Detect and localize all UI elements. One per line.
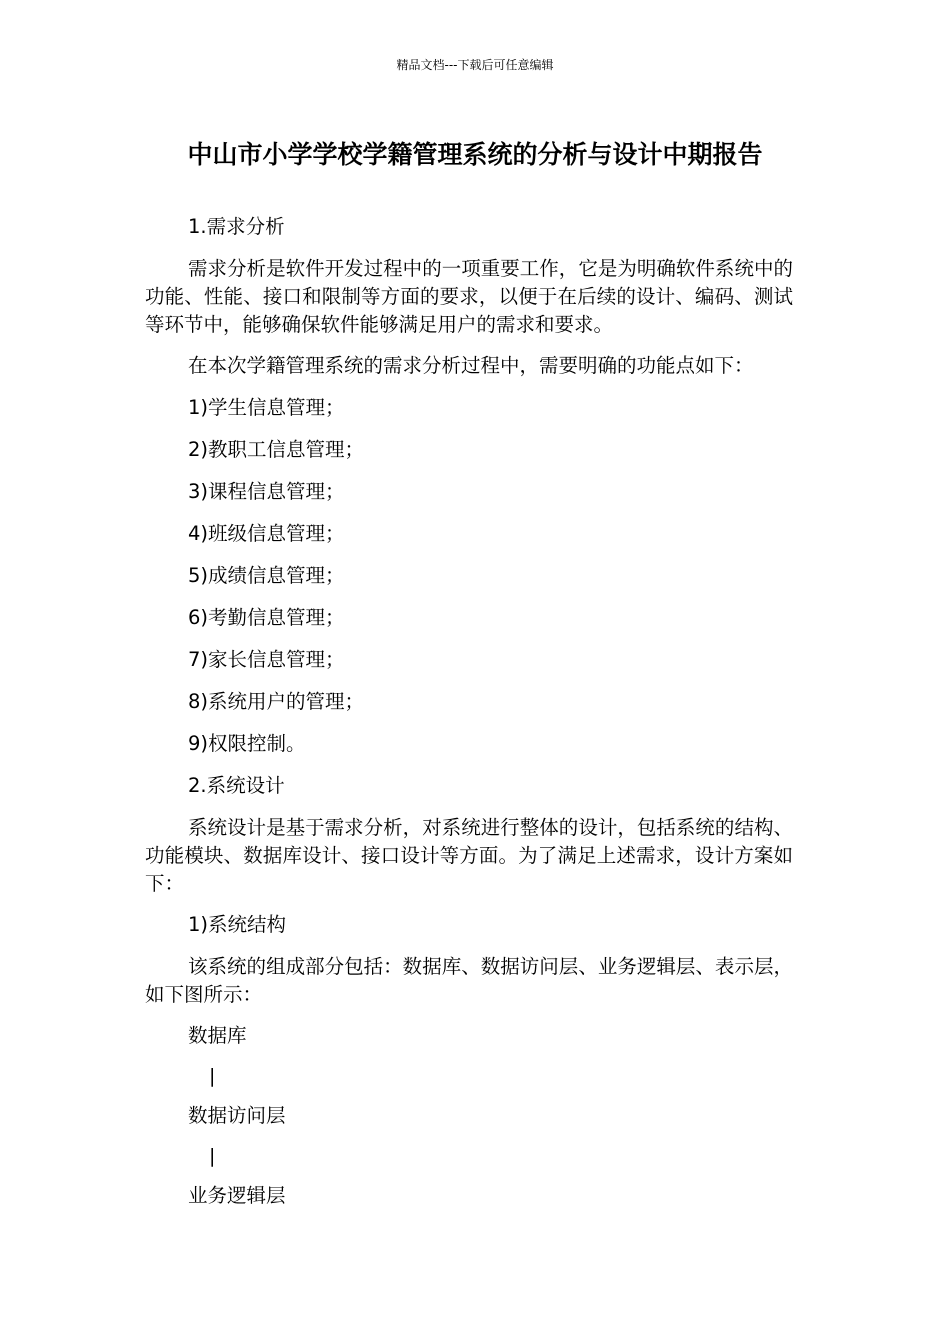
list-item-function-point: 7)家长信息管理； — [188, 648, 345, 671]
document-body — [145, 213, 793, 1222]
paragraph-function-points-intro: 在本次学籍管理系统的需求分析过程中，需要明确的功能点如下： — [188, 354, 754, 377]
paragraph-system-design-intro: 系统设计是基于需求分析，对系统进行整体的设计，包括系统的结构、功能模块、数据库设计、接口设计等方面。为了满足上述需求，设计方案如下： — [145, 816, 793, 895]
section-heading-requirements: 1.需求分析 — [188, 215, 285, 238]
document-title: 中山市小学学校学籍管理系统的分析与设计中期报告 — [187, 140, 763, 169]
list-item-function-point: 6)考勤信息管理； — [188, 606, 345, 629]
layer-data-access: 数据访问层 — [188, 1104, 286, 1127]
section-heading-system-design: 2.系统设计 — [188, 774, 285, 797]
layer-database: 数据库 — [188, 1024, 247, 1047]
list-item-function-point: 8)系统用户的管理； — [188, 690, 365, 713]
layer-connector: | — [209, 1065, 216, 1087]
list-item-function-point: 4)班级信息管理； — [188, 522, 345, 545]
paragraph-requirements-intro: 需求分析是软件开发过程中的一项重要工作，它是为明确软件系统中的功能、性能、接口和限制等方面的要求，以便于在后续的设计、编码、测试等环节中，能够确保软件能够满足用户的需求和要求。 — [145, 257, 793, 336]
list-item-function-point: 5)成绩信息管理； — [188, 564, 345, 587]
subsection-heading-system-structure: 1)系统结构 — [188, 913, 287, 936]
list-item-function-point: 2)教职工信息管理； — [188, 438, 365, 461]
list-item-function-point: 3)课程信息管理； — [188, 480, 345, 503]
list-item-function-point: 1)学生信息管理； — [188, 396, 345, 419]
layer-business-logic: 业务逻辑层 — [188, 1184, 286, 1207]
list-item-function-point: 9)权限控制。 — [188, 732, 306, 755]
layer-connector: | — [209, 1145, 216, 1167]
paragraph-system-structure: 该系统的组成部分包括：数据库、数据访问层、业务逻辑层、表示层，如下图所示： — [145, 955, 793, 1006]
page-header-note: 精品文档---下载后可任意编辑 — [396, 58, 554, 72]
